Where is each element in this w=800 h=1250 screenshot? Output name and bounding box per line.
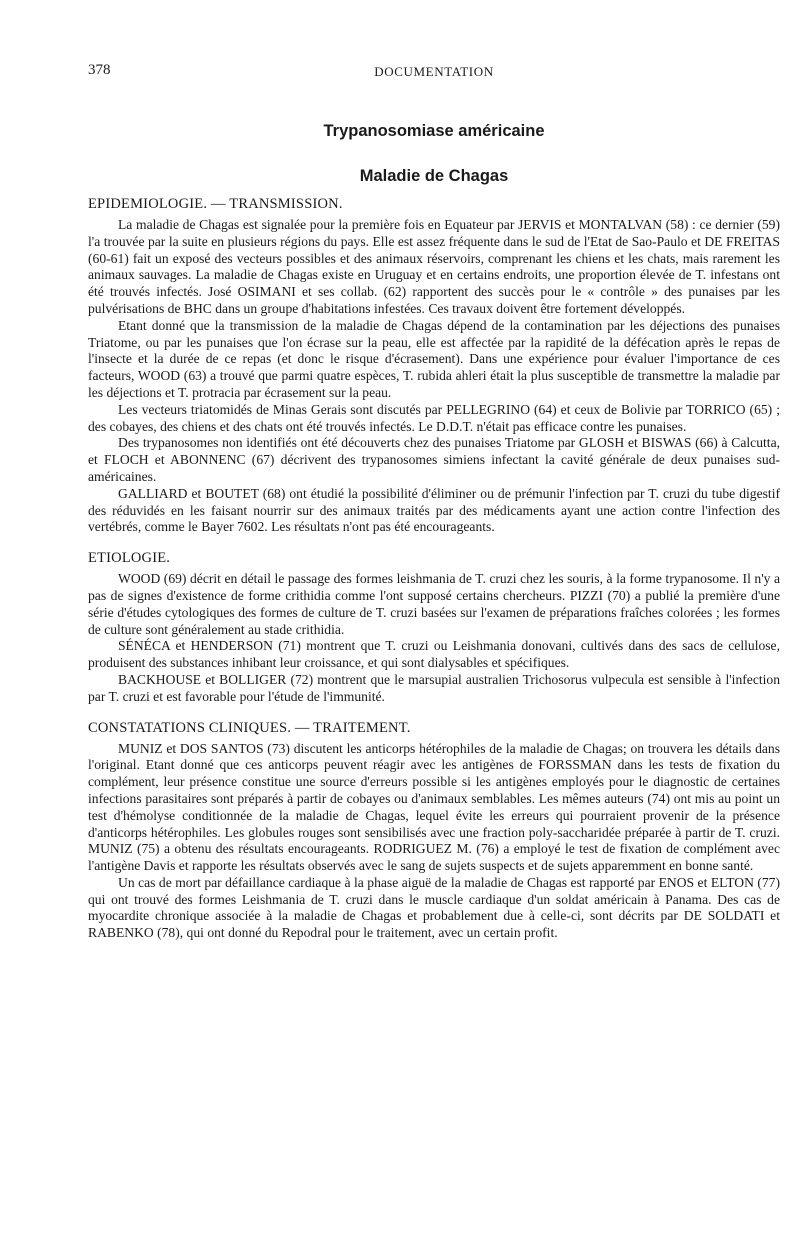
page-number: 378 — [88, 62, 111, 78]
paragraph: Etant donné que la transmission de la maladie de Chagas dépend de la contamination par les déjections des punaises Triatome, ou par les punaises que l'on écrase sur la peau, elle est affectée par la rapidité de la défécation après le repas de l'insecte et la durée de ce repas (et donc le risque d'écrasement). Dans une expérience pour évaluer l'importance de ces facteurs, WOOD (63) a trouvé que parmi quatre espèces, T. rubida ahleri était la plus susceptible de transmettre la maladie par les déjections et T. protracia par écrasement sur la peau. — [88, 317, 780, 400]
paragraph: Des trypanosomes non identifiés ont été découverts chez des punaises Triatome par GLOSH et BISWAS (66) à Calcutta, et FLOCH et ABONNENC (67) décrivent des trypanosomes simiens infectant la cavité générale de deux punaises sud-américaines. — [88, 435, 780, 484]
paragraph: MUNIZ et DOS SANTOS (73) discutent les anticorps hétérophiles de la maladie de Chagas; on trouvera les détails dans l'original. Etant donné que ces anticorps peuvent réagir avec les antigènes de FORSSMAN dans les tests de fixation du complément, leur présence constitue une source d'erreurs possible si les antigènes employés pour le diagnostic de certaines infections parasitaires sont préparés à partir de cobayes ou d'animaux semblables. Les mêmes auteurs (74) ont mis au point un test d'hémolyse conditionnée de la maladie de Chagas, lequel évite les erreurs qui pourraient provenir de la présence d'anticorps hétérophiles. Les globules rouges sont sensibilisés avec une fraction poly-saccharidée préparée à partir de T. cruzi. MUNIZ (75) a obtenu des résultats encourageants. RODRIGUEZ M. (76) a employé le test de fixation de complément avec l'antigène Davis et rapporte les résultats observés avec le sang de sujets suspects et de sujets apparemment en bonne santé. — [88, 740, 780, 874]
section-heading: EPIDEMIOLOGIE. — TRANSMISSION. — [88, 196, 343, 212]
article-subtitle: Maladie de Chagas — [359, 167, 509, 185]
paragraph: Les vecteurs triatomidés de Minas Gerais sont discutés par PELLEGRINO (64) et ceux de Bolivie par TORRICO (65) ; des cobayes, des chiens et des chats ont été trouvés infectés. Le D.D.T. n'était pas efficace contre les punaises. — [88, 401, 780, 434]
document-page — [88, 62, 780, 942]
paragraph: SÉNÉCA et HENDERSON (71) montrent que T. cruzi ou Leishmania donovani, cultivés dans des sacs de cellulose, produisent des substances inhibant leur croissance, et qui sont dialysables et spécifiques. — [88, 638, 780, 671]
paragraph: BACKHOUSE et BOLLIGER (72) montrent que le marsupial australien Trichosorus vulpecula est sensible à l'infection par T. cruzi et est favorable pour l'étude de l'immunité. — [88, 671, 780, 704]
section-etiologie — [88, 550, 780, 705]
article-title: Trypanosomiase américaine — [323, 122, 545, 140]
section-constatations-cliniques — [88, 720, 780, 943]
paragraph: La maladie de Chagas est signalée pour la première fois en Equateur par JERVIS et MONTALVAN (58) : ce dernier (59) l'a trouvée par la suite en plusieurs régions du pays. Elle est assez fréquente dans le sud de l'Etat de Sao-Paulo et DE FREITAS (60-61) fait un exposé des vecteurs possibles et des animaux réservoirs, comprenant les chiens et les chats, mais rarement les animaux sauvages. La maladie de Chagas existe en Uruguay et en certains endroits, une proportion élevée de T. infestans ont été trouvés infectés. José OSIMANI et ses collab. (62) rapportent des succès pour le « contrôle » des punaises par les pulvérisations de BHC dans un groupe d'habitations infestées. Ces travaux doivent être fortement développés. — [88, 217, 780, 316]
running-title: DOCUMENTATION — [374, 64, 494, 79]
section-heading: ETIOLOGIE. — [88, 550, 171, 567]
paragraph: GALLIARD et BOUTET (68) ont étudié la possibilité d'éliminer ou de prémunir l'infection par T. cruzi du tube digestif des réduvidés en les faisant nourrir sur des animaux traités par des médicaments ayant une action contre l'infection des vertébrés, comme le Bayer 7602. Les résultats n'ont pas été encourageants. — [88, 485, 780, 535]
running-header — [88, 62, 780, 88]
paragraph: Un cas de mort par défaillance cardiaque à la phase aiguë de la maladie de Chagas est rapporté par ENOS et ELTON (77) qui ont trouvé des formes Leishmania de T. cruzi dans le muscle cardiaque d'un soldat américain à Panama. Des cas de myocardite chronique associée à la maladie de Chagas et probablement due à celle-ci, sont décrits par DE SOLDATI et RABENKO (78), qui ont donné du Repodral pour le traitement, avec un certain profit. — [88, 874, 780, 941]
section-heading: CONSTATATIONS CLINIQUES. — TRAITEMENT. — [88, 719, 411, 736]
section-epidemiologie — [88, 196, 780, 536]
paragraph: WOOD (69) décrit en détail le passage des formes leishmania de T. cruzi chez les souris, à la forme trypanosome. Il n'y a pas de signes d'existence de forme crithidia comme l'ont supposé certains chercheurs. PIZZI (70) a publié la première d'une série d'études cytologiques des formes de culture de T. cruzi basées sur l'examen de préparations fraîches colorées ; les formes de culture sont généralement au stade crithidia. — [88, 571, 780, 637]
